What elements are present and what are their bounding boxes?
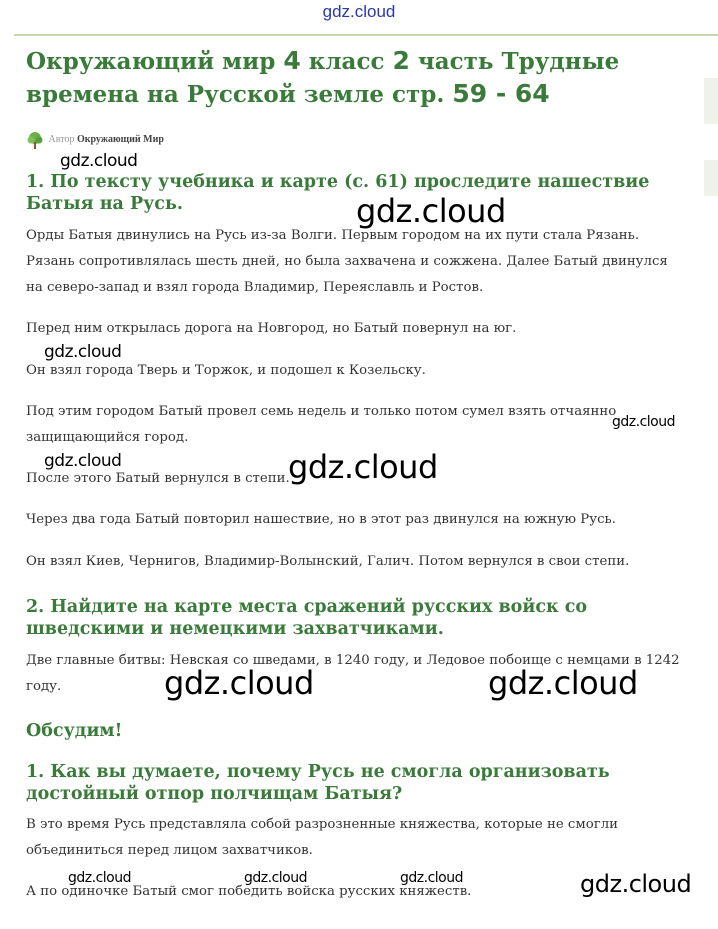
- answer-paragraph: Он взял города Тверь и Торжок, и подошел к Козельску.: [26, 363, 426, 378]
- answer-paragraph: Через два года Батый повторил нашествие, но в этот раз двинулся на южную Русь.: [26, 512, 616, 527]
- answer-paragraph: Орды Батыя двинулись на Русь из-за Волги. Первым городом на их пути стала Рязань. Рязань сопротивлялась шесть дней, но была захвачена и сожжена. Далее Батый двинулся на северо-запад и взял города Владимир, Переяславль и Ростов.: [26, 228, 668, 295]
- answer-paragraph: Он взял Киев, Чернигов, Владимир-Волынский, Галич. Потом вернулся в свои степи.: [26, 554, 630, 569]
- header-divider: [14, 34, 718, 36]
- watermark: gdz.cloud: [60, 151, 138, 171]
- author-line: [26, 130, 164, 150]
- watermark: gdz.cloud: [244, 870, 307, 886]
- site-logo[interactable]: gdz.cloud: [322, 2, 396, 21]
- question-heading: 1. Как вы думаете, почему Русь не смогла организовать достойный отпор полчищам Батыя?: [26, 762, 610, 804]
- watermark: gdz.cloud: [612, 414, 675, 430]
- answer-paragraph: Под этим городом Батый провел семь недель и только потом сумел взять отчаянно защищающийся город.: [26, 404, 617, 445]
- article: [26, 45, 676, 111]
- watermark: gdz.cloud: [288, 448, 438, 486]
- tree-icon: [26, 131, 44, 149]
- answer-paragraph: Две главные битвы: Невская со шведами, в 1240 году, и Ледовое побоище с немцами в 1242 году.: [26, 653, 680, 694]
- answer-paragraph: А по одиночке Батый смог победить войска русских княжеств.: [26, 884, 472, 899]
- side-panel-tab: [704, 160, 718, 196]
- answer-paragraph: В это время Русь представляла собой разрозненные княжества, которые не смогли объединиться перед лицом захватчиков.: [26, 817, 619, 858]
- side-panel-tab: [704, 78, 718, 124]
- answer-paragraph: Перед ним открылась дорога на Новгород, но Батый повернул на юг.: [26, 321, 517, 336]
- watermark: gdz.cloud: [68, 870, 131, 886]
- watermark: gdz.cloud: [356, 192, 506, 230]
- watermark: gdz.cloud: [44, 451, 122, 471]
- watermark: gdz.cloud: [488, 664, 638, 702]
- watermark: gdz.cloud: [580, 870, 692, 898]
- page-title: Окружающий мир 4 класс 2 часть Трудные времена на Русской земле стр. 59 - 64: [26, 46, 620, 108]
- question-heading: 2. Найдите на карте места сражений русских войск со шведскими и немецкими захватчиками.: [26, 597, 588, 639]
- watermark: gdz.cloud: [400, 870, 463, 886]
- author-name[interactable]: Окружающий Мир: [76, 134, 164, 145]
- question-heading: 1. По тексту учебника и карте (с. 61) проследите нашествие Батыя на Русь.: [26, 172, 650, 214]
- watermark: gdz.cloud: [164, 664, 314, 702]
- section-heading: Обсудим!: [26, 721, 123, 741]
- watermark: gdz.cloud: [44, 342, 122, 362]
- author-label: Автор: [48, 134, 75, 145]
- answer-paragraph: После этого Батый вернулся в степи.: [26, 471, 290, 486]
